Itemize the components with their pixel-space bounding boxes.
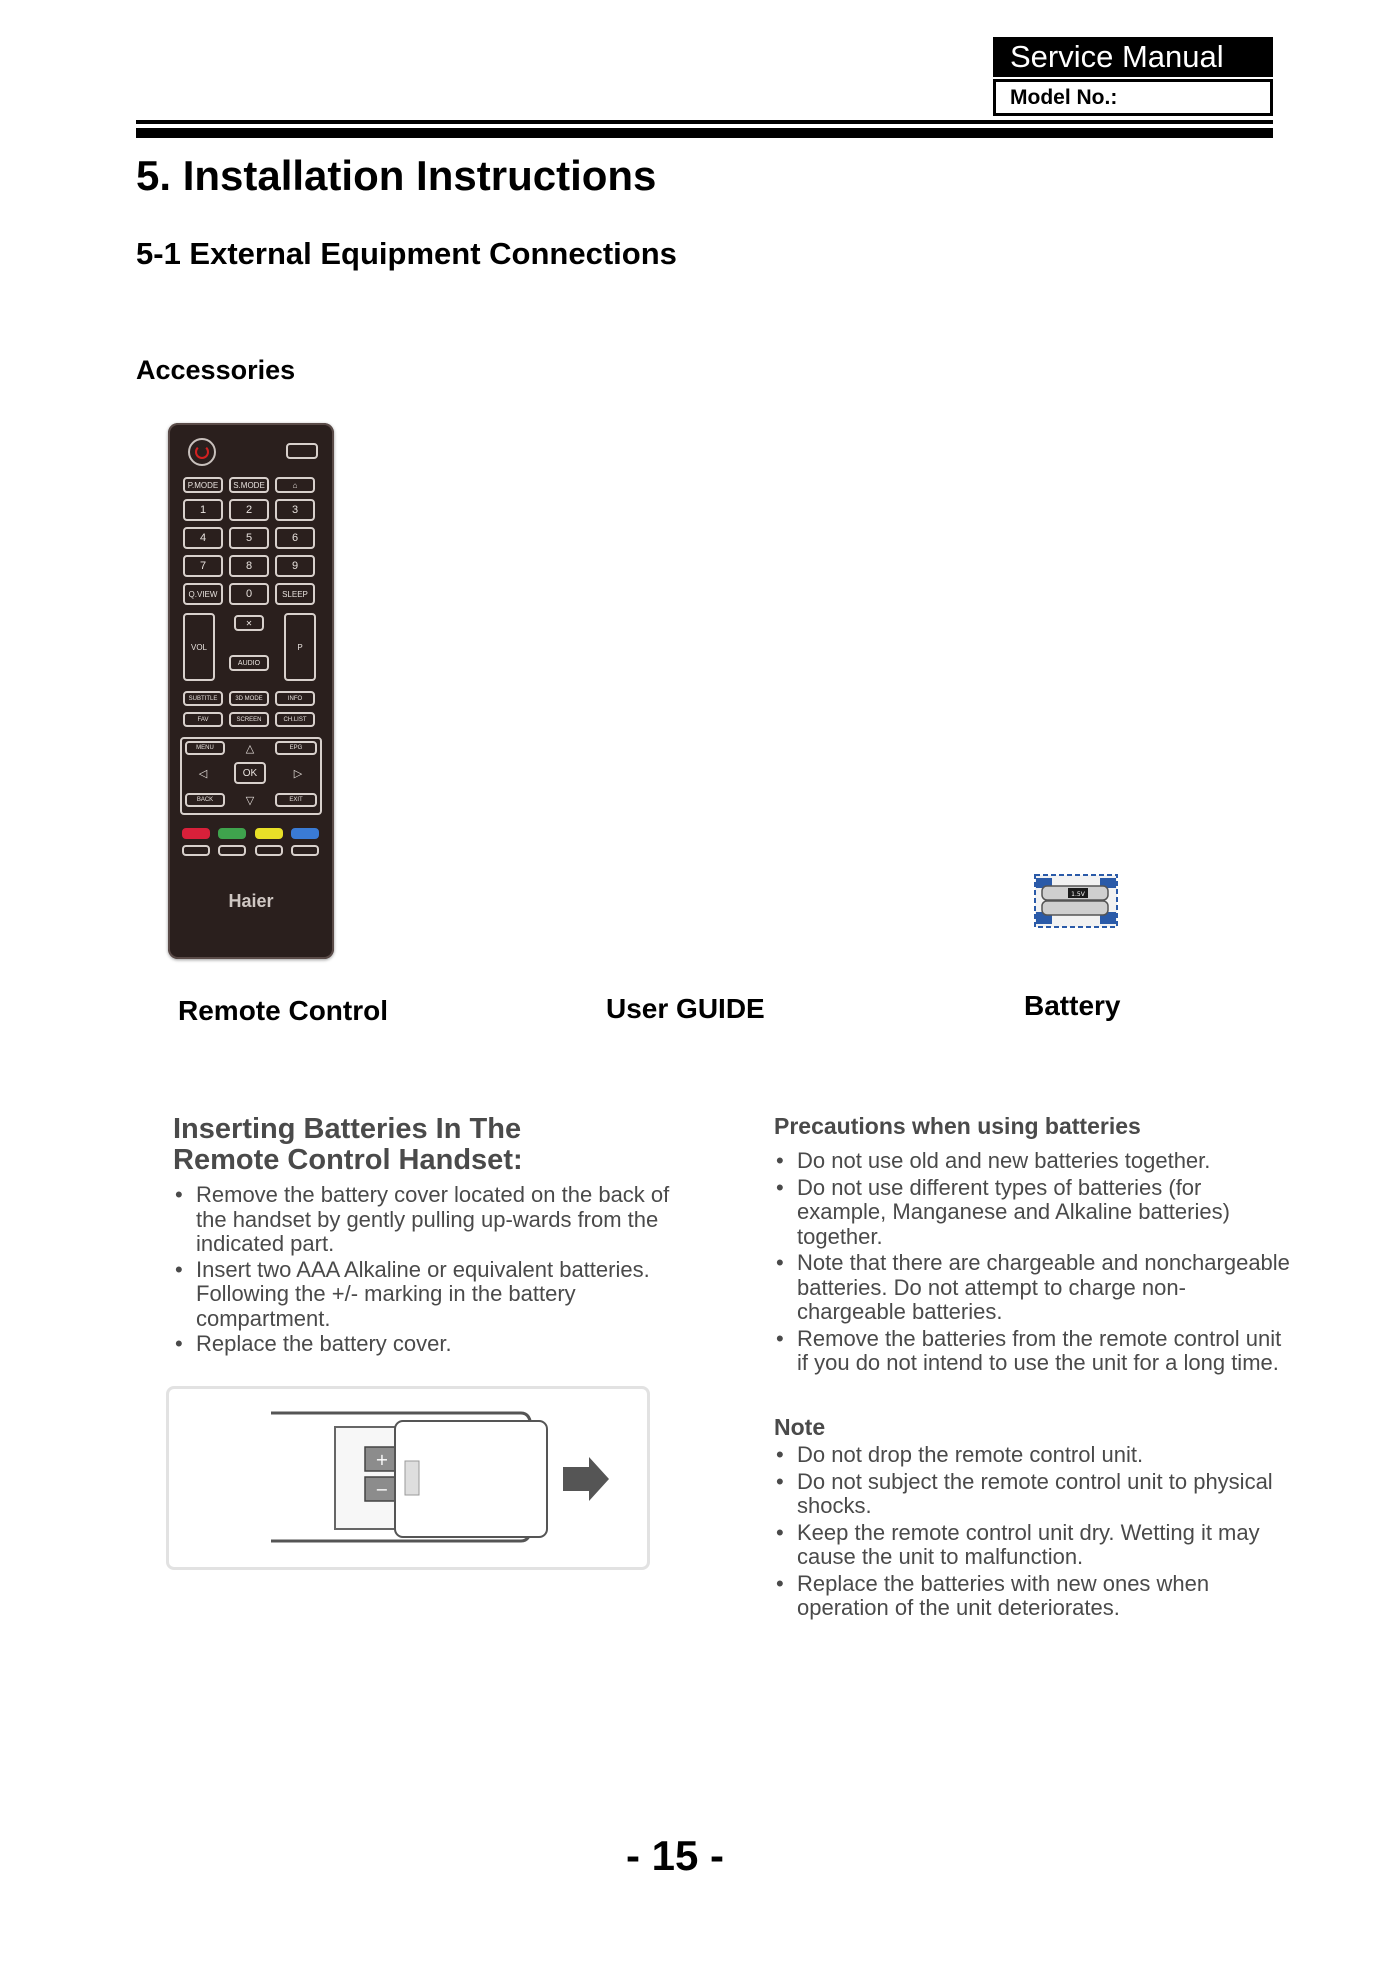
battery-image	[1034, 874, 1118, 928]
down-arrow-icon: ▽	[245, 794, 255, 807]
yellow-key	[255, 828, 283, 839]
source-key	[286, 443, 318, 459]
list-item: • Do not use old and new batteries together.	[774, 1149, 1294, 1174]
note-heading: Note	[774, 1414, 826, 1440]
home-icon: ⌂	[275, 477, 315, 493]
list-item: • Do not subject the remote control unit to physical shocks.	[774, 1470, 1294, 1519]
remote-key: 1	[183, 499, 223, 521]
list-item: • Keep the remote control unit dry. Wetting it may cause the unit to malfunction.	[774, 1521, 1294, 1570]
battery-voltage-label: 1.5V	[1071, 891, 1085, 898]
remote-key: MENU	[185, 741, 225, 755]
precautions-list	[774, 1149, 1294, 1378]
remote-key: 8	[229, 555, 269, 577]
list-item: • Replace the batteries with new ones when operation of the unit deteriorates.	[774, 1572, 1294, 1621]
user-guide-caption: User GUIDE	[606, 993, 765, 1024]
remote-control-image	[168, 423, 334, 959]
pause-key	[255, 845, 283, 856]
subsection-title: 5-1 External Equipment Connections	[136, 236, 677, 271]
list-item: • Remove the batteries from the remote control unit if you do not intend to use the unit for a long time.	[774, 1327, 1294, 1376]
list-item: • Do not drop the remote control unit.	[774, 1443, 1294, 1468]
inserting-heading	[173, 1114, 523, 1176]
remote-key: 0	[229, 583, 269, 605]
header-rule-thick	[136, 128, 1273, 138]
list-item: • Do not use different types of batteries (for example, Manganese and Alkaline batteries) together.	[774, 1176, 1294, 1250]
page-number: - 15 -	[625, 1832, 725, 1879]
blue-key	[291, 828, 319, 839]
remote-key: INFO	[275, 691, 315, 706]
remote-key: 3D MODE	[229, 691, 269, 706]
up-arrow-icon: △	[245, 742, 255, 755]
volume-rocker: VOL	[183, 613, 215, 681]
remote-key: 7	[183, 555, 223, 577]
play-key	[218, 845, 246, 856]
note-list	[774, 1443, 1294, 1623]
list-item: • Note that there are chargeable and nonchargeable batteries. Do not attempt to charge non-chargeable batteries.	[774, 1251, 1294, 1325]
remote-brand-logo: Haier	[228, 891, 274, 911]
remote-key: P.MODE	[183, 477, 223, 493]
remote-key: SLEEP	[275, 583, 315, 605]
battery-cover-diagram	[166, 1386, 650, 1570]
green-key	[218, 828, 246, 839]
remote-key: 4	[183, 527, 223, 549]
remote-key: S.MODE	[229, 477, 269, 493]
remote-key: 9	[275, 555, 315, 577]
right-arrow-icon: ▷	[293, 767, 303, 780]
list-item: • Remove the battery cover located on the back of the handset by gently pulling up-wards from the indicated part.	[173, 1183, 693, 1257]
battery-caption: Battery	[1024, 990, 1121, 1021]
header-rule-thin	[136, 120, 1273, 124]
remote-key: BACK	[185, 793, 225, 807]
remote-key: AUDIO	[229, 655, 269, 671]
left-arrow-icon: ◁	[198, 767, 208, 780]
precautions-heading: Precautions when using batteries	[774, 1113, 1141, 1139]
power-icon	[188, 438, 216, 466]
rewind-key	[182, 845, 210, 856]
remote-key: CH.LIST	[275, 712, 315, 727]
remote-key: EXIT	[275, 793, 317, 807]
remote-key: FAV	[183, 712, 223, 727]
svg-text:+: +	[375, 1450, 389, 1469]
section-title: 5. Installation Instructions	[136, 152, 657, 199]
inserting-steps-list	[173, 1183, 693, 1358]
ok-key: OK	[234, 762, 266, 784]
list-item: • Replace the battery cover.	[173, 1332, 693, 1357]
red-key	[182, 828, 210, 839]
inserting-heading-line1: Inserting Batteries In The	[173, 1113, 522, 1145]
remote-key: 5	[229, 527, 269, 549]
remote-key: SCREEN	[229, 712, 269, 727]
channel-rocker: P	[284, 613, 316, 681]
model-number-label: Model No.:	[993, 79, 1273, 116]
accessories-heading: Accessories	[136, 355, 296, 385]
mute-icon: ✕	[234, 615, 264, 631]
remote-key: SUBTITLE	[183, 691, 223, 706]
remote-control-caption: Remote Control	[178, 995, 388, 1026]
header-box	[993, 37, 1273, 119]
remote-key: Q.VIEW	[183, 583, 223, 605]
remote-key: 2	[229, 499, 269, 521]
remote-key: 6	[275, 527, 315, 549]
stop-key	[291, 845, 319, 856]
remote-key: 3	[275, 499, 315, 521]
remote-key: EPG	[275, 741, 317, 755]
svg-text:−: −	[375, 1480, 389, 1499]
list-item: • Insert two AAA Alkaline or equivalent batteries. Following the +/- marking in the battery compartment.	[173, 1258, 693, 1332]
inserting-heading-line2: Remote Control Handset:	[173, 1144, 523, 1176]
header-title: Service Manual	[993, 37, 1273, 77]
